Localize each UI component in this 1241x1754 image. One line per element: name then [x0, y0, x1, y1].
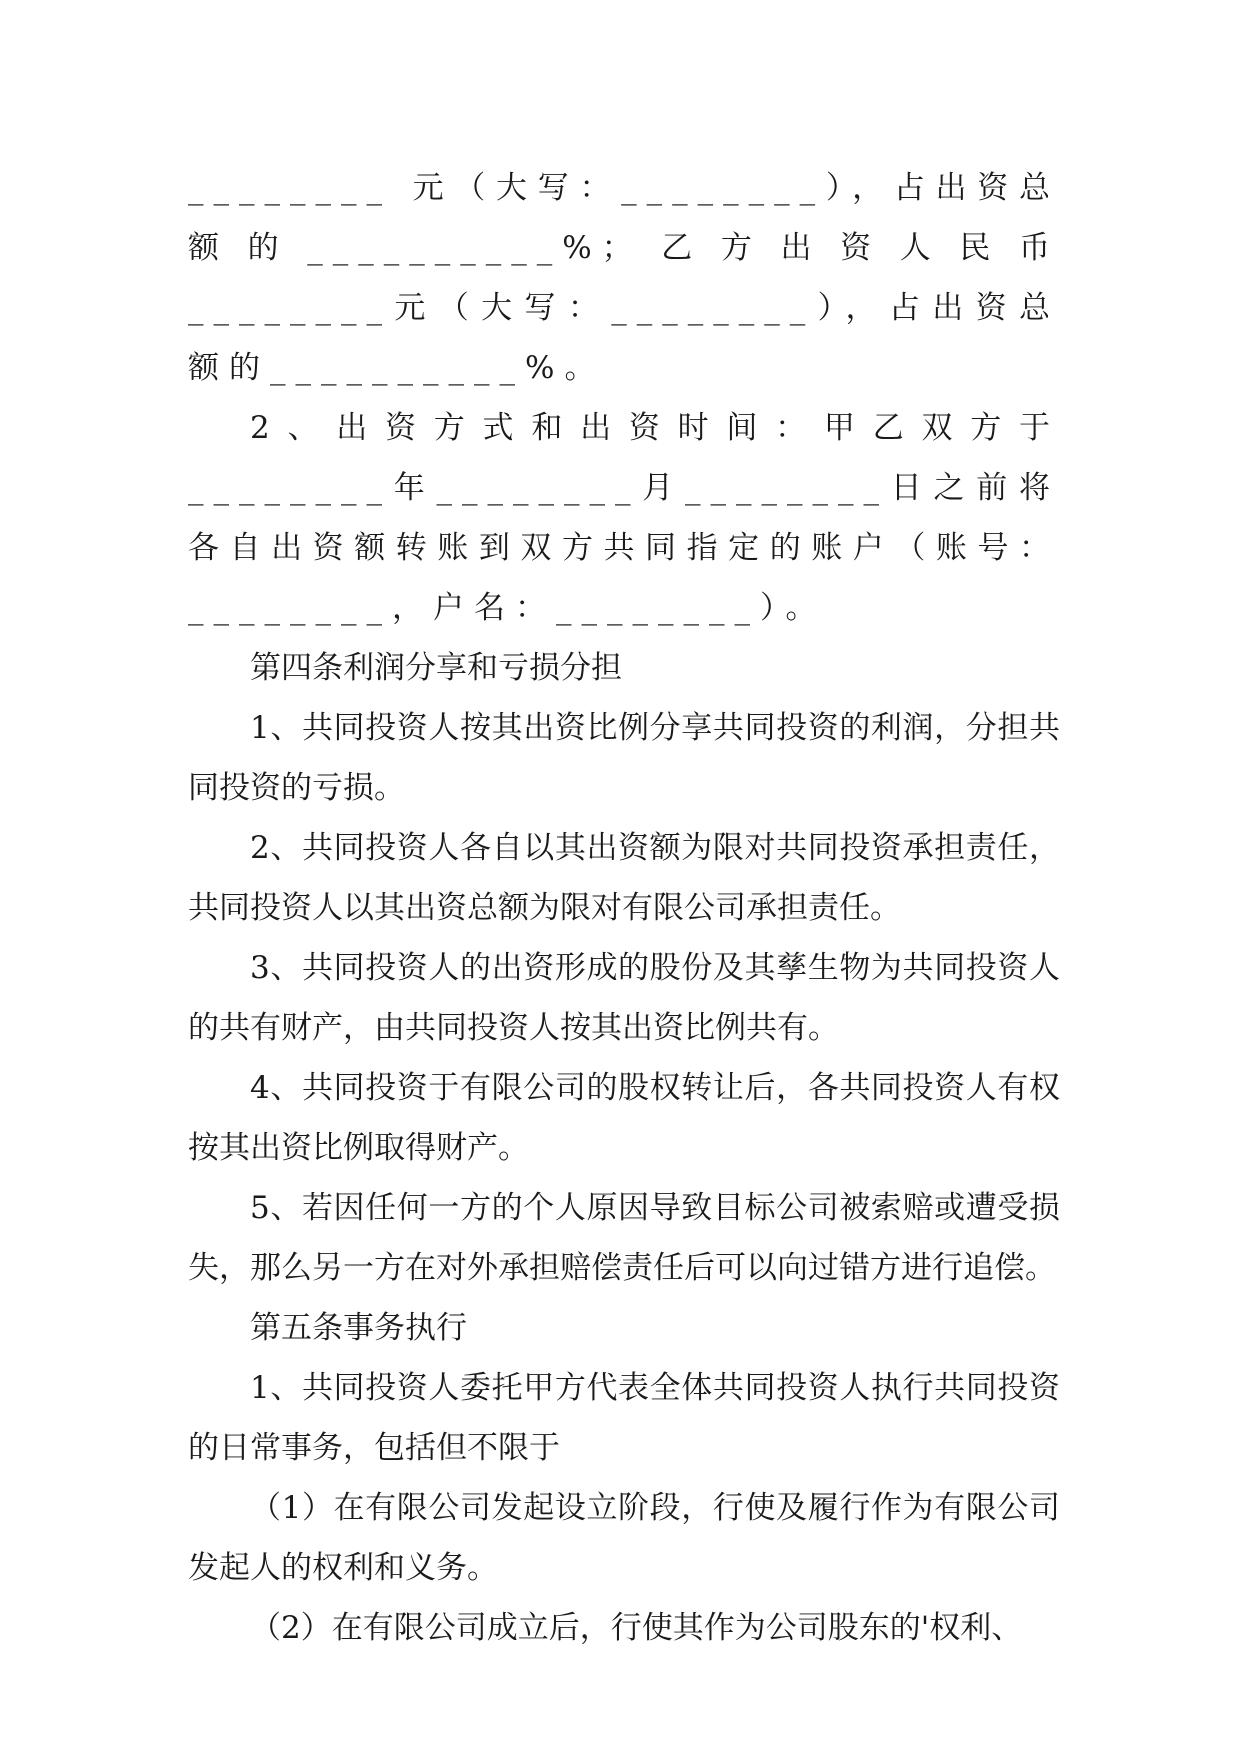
paragraph-delegation: 1、共同投资人委托甲方代表全体共同投资人执行共同投资的日常事务，包括但不限于 [188, 1370, 1060, 1466]
paragraph-capital-contribution-amounts: ________ 元（大写：________），占出资总额的__________%；乙方出资人民币________元（大写：________），占出资总额的__________%。 [188, 170, 1060, 386]
paragraph-profit-sharing: 1、共同投资人按其出资比例分享共同投资的利润，分担共同投资的亏损。 [188, 710, 1060, 806]
paragraph-shared-property: 3、共同投资人的出资形成的股份及其孳生物为共同投资人的共有财产，由共同投资人按其出资比例共有。 [188, 950, 1060, 1046]
heading-article-4: 第四条利润分享和亏损分担 [250, 650, 622, 686]
paragraph-item-1-founding-stage: （1）在有限公司发起设立阶段，行使及履行作为有限公司发起人的权利和义务。 [188, 1490, 1060, 1586]
paragraph-equity-transfer: 4、共同投资于有限公司的股权转让后，各共同投资人有权按其出资比例取得财产。 [188, 1070, 1060, 1166]
heading-article-5: 第五条事务执行 [250, 1310, 467, 1346]
document-body [188, 158, 1060, 1658]
paragraph-item-2-post-establishment: （2）在有限公司成立后，行使其作为公司股东的'权利、 [250, 1610, 1023, 1646]
paragraph-contribution-method-time: 2、出资方式和出资时间：甲乙双方于________年________月________日之前将各自出资额转账到双方共同指定的账户（账号：________，户名：________）。 [188, 410, 1060, 626]
paragraph-fault-recovery: 5、若因任何一方的个人原因导致目标公司被索赔或遭受损失，那么另一方在对外承担赔偿责任后可以向过错方进行追偿。 [188, 1190, 1060, 1286]
paragraph-liability-limit: 2、共同投资人各自以其出资额为限对共同投资承担责任，共同投资人以其出资总额为限对有限公司承担责任。 [188, 830, 1060, 926]
